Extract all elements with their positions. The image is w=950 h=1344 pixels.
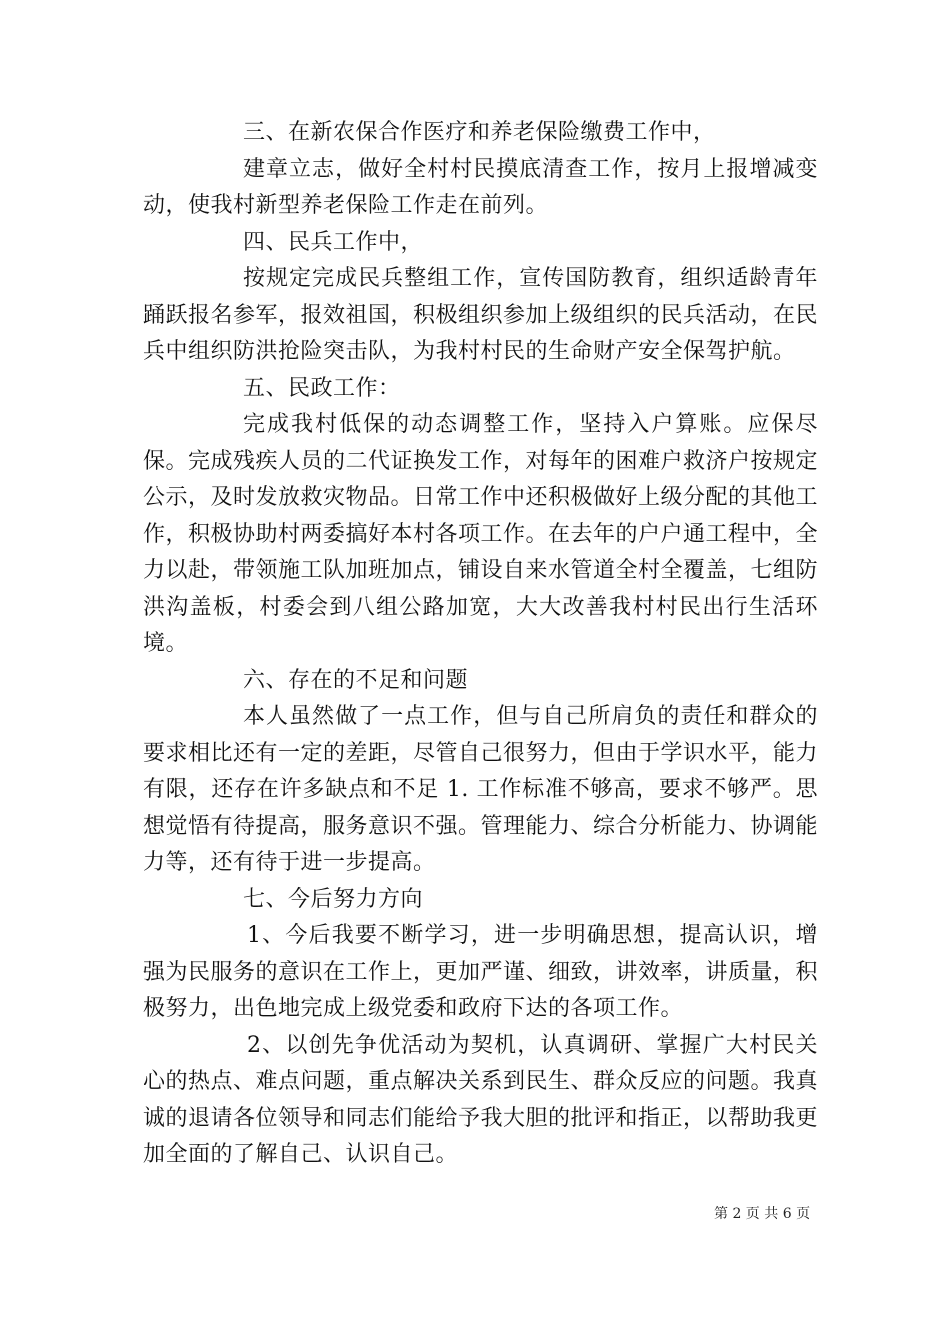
paragraph-civil-affairs: 完成我村低保的动态调整工作，坚持入户算账。应保尽保。完成残疾人员的二代证换发工作，对每年的困难户救济户按规定公示，及时发放救灾物品。日常工作中还积极做好上级分配的其他工作，积极协助村两委搞好本村各项工作。在去年的户户通工程中，全力以赴，带领施工队加班加点，铺设自来水管道全村全覆盖，七组防洪沟盖板，村委会到八组公路加宽，大大改善我村村民出行生活环境。 xyxy=(143,412,819,656)
paragraph-shortcomings: 本人虽然做了一点工作，但与自己所肩负的责任和群众的要求相比还有一定的差距，尽管自己很努力，但由于学识水平，能力有限，还存在许多缺点和不足 1. 工作标准不够高，要求不够严。思想觉悟有待提高，服务意识不强。管理能力、综合分析能力、协调能力等，还有待于进一步提高。 xyxy=(143,704,819,875)
paragraph-militia-work: 按规定完成民兵整组工作，宣传国防教育，组织适龄青年踊跃报名参军，报效祖国，积极组织参加上级组织的民兵活动，在民兵中组织防洪抢险突击队，为我村村民的生命财产安全保驾护航。 xyxy=(143,266,819,364)
section-heading-5: 五、民政工作： xyxy=(243,375,401,401)
paragraph-future-direction-1: 1、今后我要不断学习，进一步明确思想，提高认识，增强为民服务的意识在工作上，更加严谨、细致，讲效率，讲质量，积极努力，出色地完成上级党委和政府下达的各项工作。 xyxy=(143,923,819,1021)
paragraph-future-direction-2: 2、以创先争优活动为契机，认真调研、掌握广大村民关心的热点、难点问题，重点解决关系到民生、群众反应的问题。我真诚的退请各位领导和同志们能给予我大胆的批评和指正，以帮助我更加全面的了解自己、认识自己。 xyxy=(143,1032,819,1167)
section-heading-7: 七、今后努力方向 xyxy=(243,886,424,912)
section-heading-4: 四、民兵工作中， xyxy=(243,229,424,255)
section-heading-3: 三、在新农保合作医疗和养老保险缴费工作中， xyxy=(243,120,716,145)
paragraph-pension-work: 建章立志，做好全村村民摸底清查工作，按月上报增减变动，使我村新型养老保险工作走在前列。 xyxy=(143,156,818,218)
section-heading-6: 六、存在的不足和问题 xyxy=(243,667,469,693)
page-number-footer: 第 2 页 共 6 页 xyxy=(714,1206,811,1222)
document-body xyxy=(143,115,818,1174)
